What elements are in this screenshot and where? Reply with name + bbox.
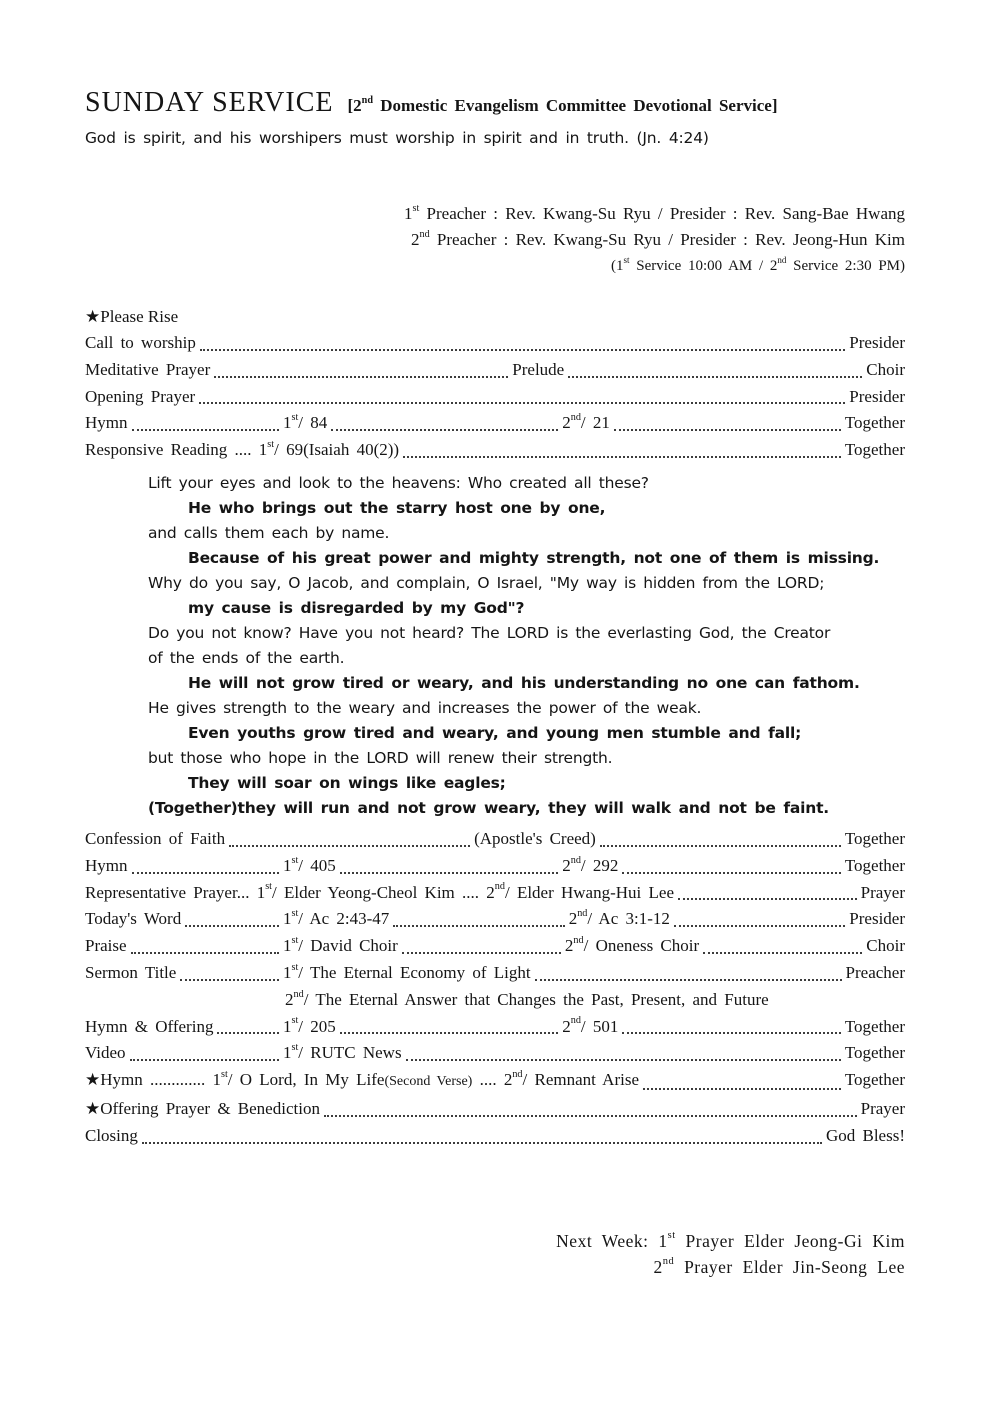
program-text: Together <box>844 440 905 460</box>
page-title-note: [2nd Domestic Evangelism Committee Devotional Service] <box>347 94 778 115</box>
program-text: Together <box>844 1043 905 1063</box>
scripture-line: He who brings out the starry host one by one, <box>188 498 606 517</box>
scripture-line: Even youths grow tired and weary, and young men stumble and fall; <box>188 723 802 742</box>
scripture-motto: God is spirit, and his worshipers must worship in spirit and in truth. (Jn. 4:24) <box>85 129 709 147</box>
program-line-responsive-reading <box>85 437 905 464</box>
program-text: (Apostle's Creed) <box>474 828 596 848</box>
page-title: SUNDAY SERVICE <box>85 87 334 118</box>
program-text: Presider <box>849 909 906 929</box>
program-text: Hymn <box>85 413 128 433</box>
dot-leader <box>399 437 845 464</box>
dot-leader <box>670 906 849 933</box>
dot-leader <box>674 880 861 907</box>
program-text: Call to worship <box>85 333 196 352</box>
program-text: Presider <box>849 386 905 406</box>
program-line-representative-prayer <box>85 880 905 907</box>
next-week-block <box>85 1228 905 1280</box>
service-info-block <box>85 201 905 279</box>
next-week-second-prayer: 2nd Prayer Elder Jin-Seong Lee <box>653 1256 905 1277</box>
program-line-hymn-and-offering <box>85 1014 905 1041</box>
program-text: 2nd/ 501 <box>562 1015 619 1036</box>
program-text: Confession of Faith <box>85 828 226 848</box>
dot-leader <box>618 1014 844 1041</box>
program-text: Together <box>844 855 906 875</box>
scripture-line: my cause is disregarded by my God"? <box>188 598 525 617</box>
program-text: Together <box>844 828 905 848</box>
program-text: 1st/ The Eternal Economy of Light <box>283 961 531 982</box>
program-text: 1st/ Ac 2:43-47 <box>283 908 390 929</box>
scripture-line: of the ends of the earth. <box>148 648 345 667</box>
scripture-line: He gives strength to the weary and increases the power of the weak. <box>148 698 702 717</box>
program-text: Video <box>85 1043 126 1063</box>
dot-leader <box>699 933 866 960</box>
order-of-service-bottom <box>85 826 905 1150</box>
program-line-call-to-worship <box>85 330 905 357</box>
program-text: Praise <box>85 936 127 956</box>
dot-leader <box>398 933 565 960</box>
dot-leader <box>618 853 844 880</box>
order-of-service-top <box>85 330 905 464</box>
program-text: 1st/ David Choir <box>283 935 398 956</box>
dot-leader <box>402 1040 845 1067</box>
program-text: Prayer <box>860 1098 905 1118</box>
program-text: Prelude <box>512 359 565 379</box>
dot-leader <box>128 410 284 437</box>
second-service-info: 2nd Preacher : Rev. Kwang-Su Ryu / Presider : Rev. Jeong-Hun Kim <box>410 228 905 249</box>
scripture-line: and calls them each by name. <box>148 523 390 542</box>
first-service-info: 1st Preacher : Rev. Kwang-Su Ryu / Presider : Rev. Sang-Bae Hwang <box>403 202 905 223</box>
program-text: Today's Word <box>85 909 182 929</box>
scripture-line: Because of his great power and mighty strength, not one of them is missing. <box>188 548 880 567</box>
program-text: Representative Prayer... 1st/ Elder Yeong-Cheol Kim .... 2nd/ Elder Hwang-Hui Lee <box>85 881 674 902</box>
program-line-closing <box>85 1123 905 1150</box>
program-text: 2nd/ The Eternal Answer that Changes the Past, Present, and Future <box>285 988 769 1009</box>
program-text: Hymn <box>85 855 128 875</box>
program-text: 1st/ 405 <box>283 854 336 875</box>
dot-leader <box>531 960 846 987</box>
dot-leader <box>181 906 283 933</box>
dot-leader <box>126 1040 283 1067</box>
program-text: Hymn & Offering <box>85 1016 214 1036</box>
program-text: Responsive Reading .... 1st/ 69(Isaiah 40(2)) <box>85 439 400 460</box>
program-line-video <box>85 1040 905 1067</box>
please-rise-note: ★Please Rise <box>85 307 179 326</box>
program-text: 2nd/ 292 <box>562 854 619 875</box>
next-week-first-prayer: Next Week: 1st Prayer Elder Jeong-Gi Kim <box>556 1230 905 1251</box>
responsive-reading-text <box>148 471 905 821</box>
scripture-line: They will soar on wings like eagles; <box>188 773 506 792</box>
program-label-column <box>85 410 283 437</box>
program-text: Presider <box>849 333 905 352</box>
dot-leader <box>196 330 849 357</box>
program-text: Together <box>844 413 906 433</box>
program-line-sermon-title <box>85 960 905 987</box>
dot-leader <box>213 1014 283 1041</box>
program-text: Together <box>844 1016 906 1036</box>
dot-leader <box>176 960 283 987</box>
program-text: Choir <box>866 936 906 956</box>
scripture-line: Why do you say, O Jacob, and complain, O Israel, "My way is hidden from the LORD; <box>148 573 825 592</box>
dot-leader <box>195 384 849 411</box>
program-label-column <box>85 960 283 987</box>
dot-leader <box>210 357 512 384</box>
program-label-column <box>85 906 283 933</box>
program-label-column <box>85 1040 283 1067</box>
dot-leader <box>128 853 284 880</box>
scripture-line: (Together)they will run and not grow weary, they will walk and not be faint. <box>148 798 829 817</box>
program-text: ★Offering Prayer & Benediction <box>85 1098 320 1118</box>
program-line-praise <box>85 933 905 960</box>
program-text: Sermon Title <box>85 962 177 982</box>
dot-leader <box>320 1096 861 1123</box>
program-text: 2nd/ 21 <box>562 412 610 433</box>
program-line-confession-of-faith <box>85 826 905 853</box>
scripture-line: Lift your eyes and look to the heavens: Who created all these? <box>148 473 649 492</box>
dot-leader <box>336 853 562 880</box>
dot-leader <box>610 410 845 437</box>
service-times: (1st Service 10:00 AM / 2nd Service 2:30 PM) <box>611 254 905 274</box>
dot-leader <box>336 1014 562 1041</box>
program-text: Together <box>844 1070 905 1090</box>
dot-leader <box>389 906 568 933</box>
title-line <box>85 86 905 124</box>
program-line-hymn-second <box>85 853 905 880</box>
dot-leader <box>127 933 283 960</box>
dot-leader <box>225 826 474 853</box>
program-label-column <box>85 933 283 960</box>
program-text: 2nd/ Oneness Choir <box>564 935 700 956</box>
document-header <box>85 86 905 147</box>
program-text: Opening Prayer <box>85 386 196 406</box>
program-text: ★Hymn ............. 1st/ O Lord, In My Life(Second Verse) .... 2nd/ Remnant Arise <box>85 1068 639 1090</box>
program-text: Closing <box>85 1125 138 1145</box>
program-text: God Bless! <box>825 1125 905 1145</box>
program-line-hymn-closing <box>85 1067 905 1096</box>
program-text: Choir <box>866 359 905 379</box>
dot-leader <box>639 1067 845 1096</box>
program-text: 2nd/ Ac 3:1-12 <box>568 908 670 929</box>
program-text: Preacher <box>845 962 905 982</box>
dot-leader <box>564 357 866 384</box>
program-text: 1st/ 84 <box>283 412 328 433</box>
dot-leader <box>327 410 562 437</box>
program-line-hymn-first <box>85 410 905 437</box>
program-text: 1st/ RUTC News <box>283 1042 402 1063</box>
program-label-column <box>85 853 283 880</box>
program-line-opening-prayer <box>85 384 905 411</box>
program-line-meditative-prayer <box>85 357 905 384</box>
scripture-line: but those who hope in the LORD will renew their strength. <box>148 748 613 767</box>
program-text: Meditative Prayer <box>85 359 211 379</box>
program-line-todays-word <box>85 906 905 933</box>
program-label-column <box>85 1014 283 1041</box>
program-text: 1st/ 205 <box>283 1015 336 1036</box>
scripture-line: He will not grow tired or weary, and his understanding no one can fathom. <box>188 673 860 692</box>
dot-leader <box>138 1123 826 1150</box>
program-text: Prayer <box>860 882 905 902</box>
program-line-sermon-title-second <box>85 987 905 1014</box>
program-line-offering-prayer-benediction <box>85 1096 905 1123</box>
dot-leader <box>596 826 845 853</box>
scripture-line: Do you not know? Have you not heard? The LORD is the everlasting God, the Creator <box>148 623 831 642</box>
